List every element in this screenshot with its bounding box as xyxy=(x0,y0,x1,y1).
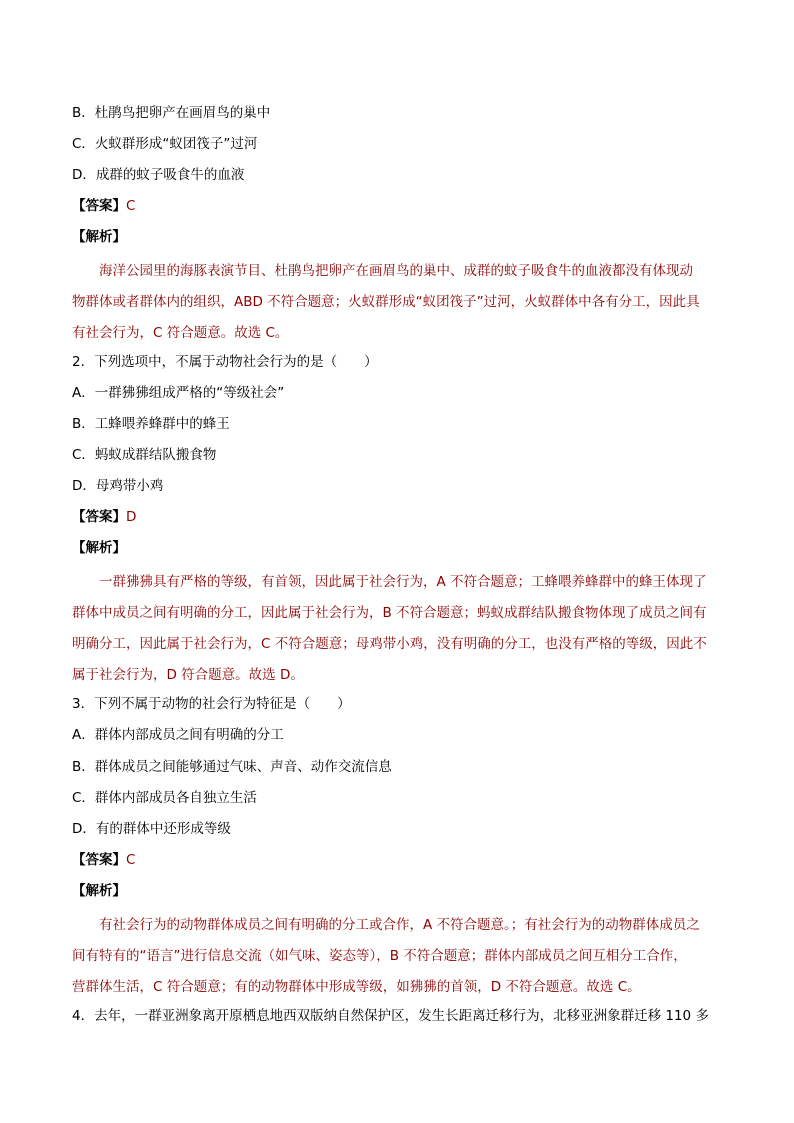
analysis-line: 间有特有的“语言”进行信息交流（如气味、姿态等），B 不符合题意；群体内部成员之间互相分工合作， xyxy=(72,948,687,964)
q4-stem: 4．去年，一群亚洲象离开原栖息地西双版纳自然保护区，发生长距离迁移行为，北移亚洲象群迁移 110 多 xyxy=(72,1008,709,1024)
analysis-line: 明确分工，因此属于社会行为，C 不符合题意；母鸡带小鸡，没有明确的分工，也没有严格的等级，因此不 xyxy=(72,636,707,652)
answer-value: C xyxy=(126,198,136,214)
q2-analysis-label xyxy=(72,538,126,558)
q3-stem: 3．下列不属于动物的社会行为特征是（ ） xyxy=(72,696,351,712)
q2-answer xyxy=(72,507,136,527)
analysis-line: 群体中成员之间有明确的分工，因此属于社会行为，B 不符合题意；蚂蚁成群结队搬食物体现了成员之间有 xyxy=(72,605,707,621)
q3-analysis-label xyxy=(72,881,126,901)
analysis-label: 【解析】 xyxy=(72,540,126,556)
q2-option-c: C．蚂蚁成群结队搬食物 xyxy=(72,447,217,463)
q2-option-b: B．工蜂喂养蜂群中的蜂王 xyxy=(72,416,230,432)
q2-stem: 2．下列选项中，不属于动物社会行为的是（ ） xyxy=(72,354,378,370)
analysis-label: 【解析】 xyxy=(72,229,126,245)
analysis-line: 一群狒狒具有严格的等级，有首领，因此属于社会行为，A 不符合题意；工蜂喂养蜂群中的蜂王体现了 xyxy=(99,574,707,590)
analysis-line: 有社会行为，C 符合题意。故选 C。 xyxy=(72,325,289,341)
q1-analysis-label xyxy=(72,227,126,247)
q3-option-c: C．群体内部成员各自独立生活 xyxy=(72,790,257,806)
q2-option-d: D．母鸡带小鸡 xyxy=(72,478,164,494)
q2-analysis-text xyxy=(72,567,722,691)
q3-analysis-text xyxy=(72,910,722,1003)
q3-answer xyxy=(72,850,135,870)
q1-option-c: C．火蚁群形成“蚁团筏子”过河 xyxy=(72,136,258,152)
answer-label: 【答案】 xyxy=(72,852,126,868)
analysis-line: 海洋公园里的海豚表演节目、杜鹃鸟把卵产在画眉鸟的巢中、成群的蚊子吸食牛的血液都没有体现动 xyxy=(99,263,693,279)
analysis-line: 有社会行为的动物群体成员之间有明确的分工或合作，A 不符合题意。；有社会行为的动物群体成员之 xyxy=(99,917,700,933)
answer-label: 【答案】 xyxy=(72,198,126,214)
q1-answer xyxy=(72,196,135,216)
analysis-line: 属于社会行为，D 符合题意。故选 D。 xyxy=(72,667,304,683)
analysis-line: 营群体生活，C 符合题意；有的动物群体中形成等级，如狒狒的首领，D 不符合题意。故选 C。 xyxy=(72,979,641,995)
answer-value: C xyxy=(126,852,136,868)
q2-option-a: A．一群狒狒组成严格的“等级社会” xyxy=(72,385,285,401)
answer-value: D xyxy=(126,509,137,525)
analysis-line: 物群体或者群体内的组织，ABD 不符合题意；火蚁群形成“蚁团筏子”过河，火蚁群体中各有分工，因此具 xyxy=(72,294,700,310)
q1-option-d: D．成群的蚊子吸食牛的血液 xyxy=(72,167,245,183)
q1-analysis-text xyxy=(72,256,722,349)
answer-label: 【答案】 xyxy=(72,509,126,525)
q3-option-a: A．群体内部成员之间有明确的分工 xyxy=(72,727,284,743)
q3-option-b: B．群体成员之间能够通过气味、声音、动作交流信息 xyxy=(72,759,392,775)
q1-option-b: B．杜鹃鸟把卵产在画眉鸟的巢中 xyxy=(72,105,271,121)
q3-option-d: D．有的群体中还形成等级 xyxy=(72,821,231,837)
analysis-label: 【解析】 xyxy=(72,883,126,899)
